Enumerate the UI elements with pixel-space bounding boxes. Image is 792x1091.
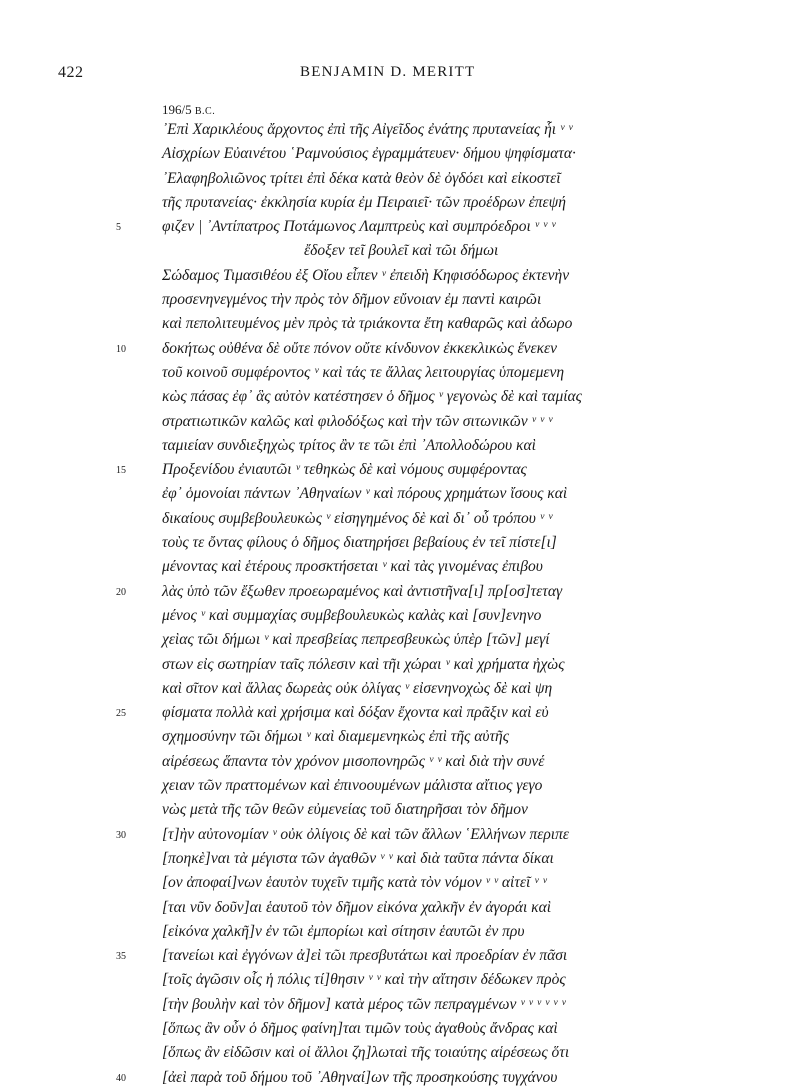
line-text: νὼς μετὰ τῆς τῶν θεῶν εὐμενείας τοῦ διατηρῆσαι τὸν δῆμον	[162, 801, 528, 819]
text-line	[0, 847, 792, 871]
line-text: ᾽Ελαφηβολιῶνος τρίτει ἐπὶ δέκα κατὰ θεὸν δὲ ὀγδόει καὶ εἰκοστεῖ	[162, 169, 561, 187]
line-text: στρατιωτικῶν καλῶς καὶ φιλοδόξως καὶ τὴν τῶν σιτωνικῶν ᵛ ᵛ ᵛ	[162, 412, 553, 430]
text-line	[0, 1066, 792, 1090]
text-line	[0, 677, 792, 701]
text-line	[0, 944, 792, 968]
text-line	[0, 1017, 792, 1041]
line-text: μένος ᵛ καὶ συμμαχίας συμβεβουλευκὼς καλὰς καὶ [συν]ενηνο	[162, 606, 542, 624]
text-line	[0, 215, 792, 239]
line-text: προσενηνεγμένος τὴν πρὸς τὸν δῆμον εὔνοιαν ἐμ παντὶ καιρῶι	[162, 291, 542, 309]
text-line	[0, 968, 792, 992]
line-number: 5	[116, 222, 121, 234]
line-number: 20	[116, 586, 126, 598]
page-number: 422	[58, 64, 84, 81]
text-line	[0, 239, 792, 263]
text-line	[0, 750, 792, 774]
line-text: καὶ σῖτον καὶ ἄλλας δωρεὰς οὐκ ὀλίγας ᵛ εἰσενηνοχὼς δὲ καὶ ψη	[162, 679, 553, 697]
text-line	[0, 920, 792, 944]
text-line	[0, 288, 792, 312]
text-line	[0, 823, 792, 847]
text-line	[0, 798, 792, 822]
line-number: 40	[116, 1072, 126, 1084]
text-line	[0, 385, 792, 409]
text-line	[0, 896, 792, 920]
line-text: μένοντας καὶ ἑτέρους προσκτήσεται ᵛ καὶ τὰς γινομένας ἐπιβου	[162, 558, 543, 576]
text-line	[0, 264, 792, 288]
text-line	[0, 531, 792, 555]
line-text: φίσματα πολλὰ καὶ χρήσιμα καὶ δόξαν ἔχοντα καὶ πρᾶξιν καὶ εὐ	[162, 704, 549, 722]
text-line	[0, 507, 792, 531]
line-text: [τὴν βουλὴν καὶ τὸν δῆμον] κατὰ μέρος τῶν πεπραγμένων ᵛ ᵛ ᵛ ᵛ ᵛ ᵛ	[162, 995, 566, 1013]
line-text: Αἰσχρίων Εὐαινέτου ῾Ραμνούσιος ἐγραμμάτευεν· δήμου ψηφίσματα·	[162, 145, 576, 163]
line-number: 10	[116, 343, 126, 355]
text-line	[0, 653, 792, 677]
text-line	[0, 628, 792, 652]
text-line	[0, 458, 792, 482]
text-line	[0, 1041, 792, 1065]
line-text: ταμιείαν συνδιεξηχὼς τρίτος ἂν τε τῶι ἐπὶ ᾽Απολλοδώρου καὶ	[162, 436, 536, 454]
line-text: Προξενίδου ἐνιαυτῶι ᵛ τεθηκὼς δὲ καὶ νόμους συμφέροντας	[162, 461, 527, 479]
inscription-date	[162, 102, 215, 118]
text-line	[0, 993, 792, 1017]
text-line	[0, 871, 792, 895]
line-text: ἔδοξεν τεῖ βουλεῖ καὶ τῶι δήμωι	[304, 242, 499, 260]
line-text: [ὅπως ἂν εἰδῶσιν καὶ οἱ ἄλλοι ζη]λωταὶ τῆς τοιαύτης αἱρέσεως ὅτι	[162, 1044, 570, 1062]
line-text: χειαν τῶν πραττομένων καὶ ἐπινοουμένων μάλιστα αἴτιος γεγο	[162, 777, 543, 795]
line-text: [ἀεὶ παρὰ τοῦ δήμου τοῦ ᾽Αθηναί]ων τῆς προσηκούσης τυγχάνου	[162, 1068, 558, 1086]
line-text: σχημοσύνην τῶι δήμωι ᵛ καὶ διαμεμενηκὼς ἐπὶ τῆς αὐτῆς	[162, 728, 509, 746]
line-text: [τανείωι καὶ ἐγγόνων ἀ]εὶ τῶι πρεσβυτάτωι καὶ προεδρίαν ἐν πᾶσι	[162, 947, 568, 965]
line-text: καὶ πεπολιτευμένος μὲν πρὸς τὰ τριάκοντα ἔτη καθαρῶς καὶ ἀδωρο	[162, 315, 573, 333]
line-text: ᾽Επὶ Χαρικλέους ἄρχοντος ἐπὶ τῆς Αἰγεῖδος ἐνάτης πρυτανείας ἧι ᵛ ᵛ	[162, 121, 573, 138]
text-line	[0, 167, 792, 191]
line-text: λὰς ὑπὸ τῶν ἔξωθεν προεωραμένος καὶ ἀντιστῆνα[ι] πρ[οσ]τεταγ	[162, 582, 563, 600]
text-line	[0, 701, 792, 725]
text-line	[0, 410, 792, 434]
text-line	[0, 482, 792, 506]
running-head: BENJAMIN D. MERITT	[300, 64, 476, 80]
text-line	[0, 774, 792, 798]
line-text: φιζεν | ᾽Αντίπατρος Ποτάμωνος Λαμπτρεὺς καὶ συμπρόεδροι ᵛ ᵛ ᵛ	[162, 218, 556, 236]
text-line	[0, 312, 792, 336]
line-text: χεὶας τῶι δήμωι ᵛ καὶ πρεσβείας πεπρεσβευκὼς ὑπὲρ [τῶν] μεγί	[162, 631, 550, 649]
line-text: ἐφ᾽ ὁμονοίαι πάντων ᾽Αθηναίων ᵛ καὶ πόρους χρημάτων ἴσους καὶ	[162, 485, 568, 503]
line-text: τοὺς τε ὄντας φίλους ὁ δῆμος διατηρήσει βεβαίους ἐν τεῖ πίστε[ι]	[162, 534, 557, 552]
date-era: B.C.	[194, 106, 216, 117]
line-text: Σώδαμος Τιμασιθέου ἐξ Οἴου εἶπεν ᵛ ἐπειδὴ Κηφισόδωρος ἐκτενὴν	[162, 266, 570, 284]
line-text: [ται νῦν δοῦν]αι ἑαυτοῦ τὸν δῆμον εἰκόνα χαλκῆν ἐν ἀγοράι καὶ	[162, 898, 552, 916]
inscription-text	[0, 118, 792, 1090]
text-line	[0, 361, 792, 385]
text-line	[0, 725, 792, 749]
text-line	[0, 604, 792, 628]
line-text: στων εἰς σωτηρίαν ταῖς πόλεσιν καὶ τῆι χώραι ᵛ καὶ χρήματα ἠχὼς	[162, 655, 565, 673]
line-text: τῆς πρυτανείας· ἐκκλησία κυρία ἐμ Πειραιεῖ· τῶν προέδρων ἐπεψή	[162, 193, 566, 211]
text-line	[0, 191, 792, 215]
line-text: αἱρέσεως ἅπαντα τὸν χρόνον μισοπονηρῶς ᵛ ᵛ καὶ διὰ τὴν συνέ	[162, 752, 545, 770]
date-year: 196/5	[162, 102, 192, 117]
line-number: 35	[116, 951, 126, 963]
text-line	[0, 555, 792, 579]
line-text: [ποηκὲ]ναι τὰ μέγιστα τῶν ἀγαθῶν ᵛ ᵛ καὶ διὰ ταῦτα πάντα δίκαι	[162, 849, 554, 867]
line-text: [τοῖς ἀγῶσιν οἷς ἡ πόλις τί]θησιν ᵛ ᵛ καὶ τὴν αἴτησιν δέδωκεν πρὸς	[162, 971, 566, 989]
line-text: [εἰκόνα χαλκῆ]ν ἐν τῶι ἐμπορίωι καὶ σίτησιν ἑαυτῶι ἐν πρυ	[162, 922, 525, 940]
text-line	[0, 142, 792, 166]
line-text: δικαίους συμβεβουλευκὼς ᵛ εἰσηγημένος δὲ καὶ δι᾽ οὗ τρόπου ᵛ ᵛ	[162, 509, 553, 527]
line-text: δοκήτως οὐθένα δὲ οὔτε πόνον οὔτε κίνδυνον ἐκκεκλικὼς ἕνεκεν	[162, 339, 558, 357]
text-line	[0, 118, 792, 142]
line-text: [ὅπως ἂν οὖν ὁ δῆμος φαίνη]ται τιμῶν τοὺς ἀγαθοὺς ἄνδρας καὶ	[162, 1019, 558, 1037]
line-number: 15	[116, 465, 126, 477]
line-number: 25	[116, 708, 126, 720]
line-number: 30	[116, 829, 126, 841]
text-line	[0, 434, 792, 458]
text-line	[0, 337, 792, 361]
text-line	[0, 580, 792, 604]
line-text: [τ]ὴν αὐτονομίαν ᵛ οὐκ ὀλίγοις δὲ καὶ τῶν ἄλλων ῾Ελλήνων περιπε	[162, 825, 569, 843]
line-text: τοῦ κοινοῦ συμφέροντος ᵛ καὶ τάς τε ἄλλας λειτουργίας ὑπομεμενη	[162, 363, 565, 381]
line-text: κὼς πάσας ἐφ᾽ ἃς αὐτὸν κατέστησεν ὁ δῆμος ᵛ γεγονὼς δὲ καὶ ταμίας	[162, 388, 582, 406]
line-text: [ον ἀποφαί]νων ἑαυτὸν τυχεῖν τιμῆς κατὰ τὸν νόμον ᵛ ᵛ αἰτεῖ ᵛ ᵛ	[162, 874, 547, 892]
